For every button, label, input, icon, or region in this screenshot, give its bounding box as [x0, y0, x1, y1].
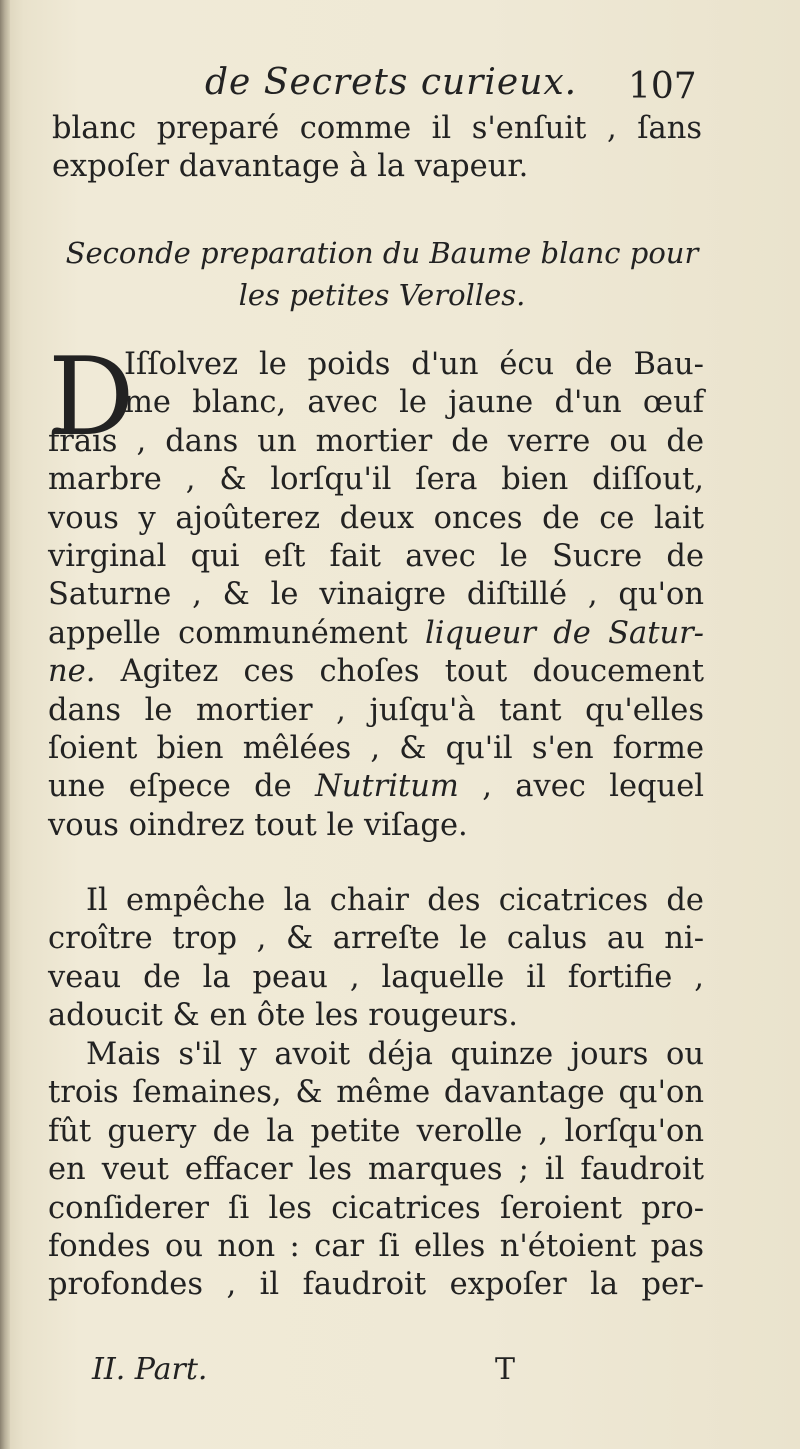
- text-line: en veut effacer les marques ; il faudroit: [48, 1152, 704, 1188]
- text-line: Saturne , & le vinaigre diſtillé , qu'on: [48, 577, 704, 613]
- text-line: frais , dans un mortier de verre ou de: [48, 423, 704, 459]
- heading-line-1: Seconde preparation du Baume blanc pour: [65, 236, 699, 270]
- text-line: [48, 768, 704, 806]
- text-line: Mais s'il y avoit déja quinze jours ou: [86, 1037, 704, 1072]
- text-line: blanc preparé comme il s'enſuit , ſans: [52, 111, 702, 146]
- paragraph-3: [48, 1036, 704, 1305]
- paragraph-1: [48, 335, 704, 845]
- text-line: [48, 653, 704, 691]
- text-line: vous y ajoûterez deux onces de ce lait: [48, 500, 704, 536]
- text-line: ſoient bien mêlées , & qu'il s'en forme: [48, 730, 704, 766]
- text-line: [48, 615, 704, 653]
- book-spine-shadow: [0, 0, 10, 1449]
- text-line: me blanc, avec le jaune d'un œuf: [124, 385, 704, 421]
- text-line: veau de la peau , laquelle il fortifie ,: [48, 959, 704, 995]
- italic-term: liqueur de Satur-: [424, 615, 704, 651]
- text-span: appelle communément: [48, 615, 425, 651]
- text-line: adoucit & en ôte les rougeurs.: [48, 998, 518, 1034]
- part-label: II. Part.: [92, 1352, 208, 1387]
- text-line: conſiderer ſi les cicatrices ſeroient pro-: [48, 1190, 704, 1226]
- text-line: profondes , il faudroit expoſer la per-: [48, 1267, 704, 1303]
- section-heading: [52, 232, 712, 316]
- signature-mark: T: [495, 1352, 516, 1387]
- text-line: vous oindrez tout le viſage.: [48, 807, 468, 843]
- text-line: marbre , & lorſqu'il ſera bien diſſout,: [48, 462, 704, 498]
- text-line: expoſer davantage à la vapeur.: [52, 149, 529, 185]
- running-title: de Secrets curieux.: [205, 62, 578, 103]
- page-number: 107: [628, 66, 697, 107]
- text-line: croître trop , & arreſte le calus au ni-: [48, 921, 704, 957]
- running-head: [0, 62, 800, 112]
- drop-cap: D: [48, 335, 135, 460]
- text-line: virginal qui eſt fait avec le Sucre de: [48, 538, 704, 574]
- text-span: Agitez ces choſes tout doucement: [95, 654, 704, 690]
- paragraph-2: [48, 882, 704, 1036]
- text-line: fondes ou non : car ſi elles n'étoient pas: [48, 1228, 704, 1264]
- italic-term: Nutritum: [315, 769, 459, 805]
- text-line: Iſſolvez le poids d'un écu de Bau-: [124, 347, 704, 382]
- signature-line: [0, 1352, 800, 1398]
- italic-term: ne.: [48, 654, 96, 690]
- text-span: une eſpece de: [48, 769, 316, 805]
- text-line: fût guery de la petite verolle , lorſqu'on: [48, 1113, 704, 1149]
- text-line: trois ſemaines, & même davantage qu'on: [48, 1075, 704, 1111]
- text-line: Il empêche la chair des cicatrices de: [86, 883, 704, 918]
- text-span: , avec lequel: [458, 769, 704, 805]
- text-line: dans le mortier , juſqu'à tant qu'elles: [48, 692, 704, 728]
- heading-line-2: les petites Verolles.: [238, 278, 526, 312]
- intro-text: [52, 110, 702, 187]
